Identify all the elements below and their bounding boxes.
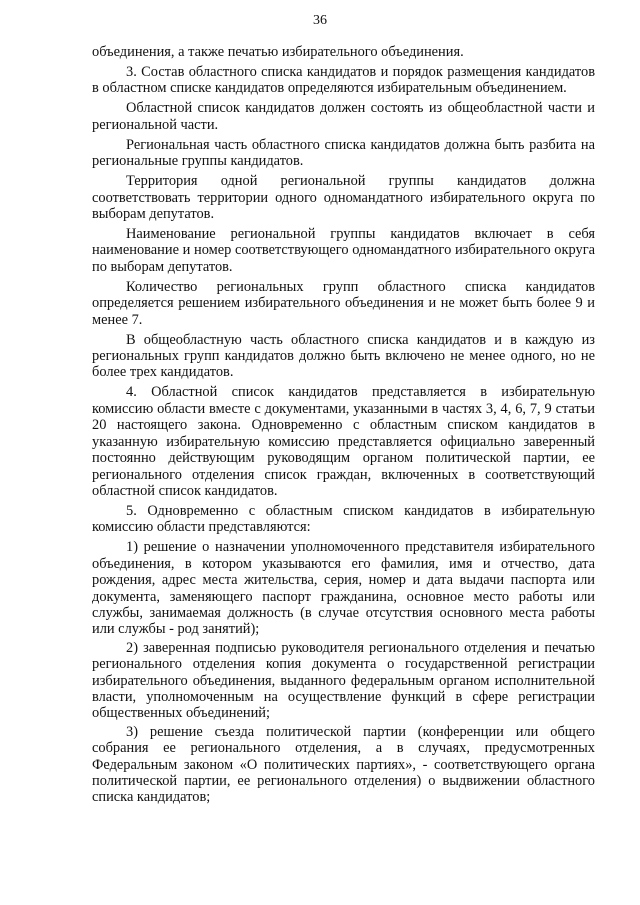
paragraph-clause-3: 3. Состав областного списка кандидатов и порядок размещения кандидатов в областном списке кандидатов определяются избирательным объединением.	[92, 64, 595, 97]
paragraph-list-composition: Областной список кандидатов должен состоять из общеобластной части и региональной части.	[92, 100, 595, 133]
list-item-2: 2) заверенная подписью руководителя регионального отделения и печатью регионального отделения копия документа о государственной регистрации избирательного объединения, выданного федеральным органом исполнительной власти, уполномоченным на осуществление функций в сфере регистрации общественных объединений;	[92, 639, 595, 722]
paragraph-clause-4: 4. Областной список кандидатов представляется в избирательную комиссию области вместе с документами, указанными в частях 3, 4, 6, 7, 9 статьи 20 настоящего закона. Одновременно с областным списком кандидатов в указанную избирательную комиссию представляется официально заверенный постоянно действующим руководящим органом политической партии, ее регионального отделения список граждан, включенных в соответствующий областной список кандидатов.	[92, 384, 595, 499]
paragraph-regional-part: Региональная часть областного списка кандидатов должна быть разбита на региональные группы кандидатов.	[92, 136, 595, 170]
list-item-1: 1) решение о назначении уполномоченного представителя избирательного объединения, в котором указываются его фамилия, имя и отчество, дата рождения, адрес места жительства, серия, номер и дата выдачи паспорта или документа, заменяющего паспорт гражданина, основное место работы или службы, занимаемая должность (в случае отсутствия основного места работы или службы - род занятий);	[92, 539, 595, 638]
paragraph-group-count: Количество региональных групп областного списка кандидатов определяется решением избирательного объединения и не может быть более 9 и менее 7.	[92, 278, 595, 328]
paragraph-candidates-per-group: В общеобластную часть областного списка кандидатов и в каждую из региональных групп кандидатов должно быть включено не менее одного, но не более трех кандидатов.	[92, 331, 595, 381]
list-item-3: 3) решение съезда политической партии (конференции или общего собрания ее регионального отделения, а в случаях, предусмотренных Федеральным законом «О политических партиях», - соответствующего органа политической партии, ее регионального отделения) о выдвижении областного списка кандидатов;	[92, 723, 595, 806]
paragraph-territory: Территория одной региональной группы кандидатов должна соответствовать территории одного одномандатного избирательного округа по выборам депутатов.	[92, 173, 595, 223]
paragraph-group-name: Наименование региональной группы кандидатов включает в себя наименование и номер соответствующего одномандатного избирательного округа по выборам депутатов.	[92, 226, 595, 275]
paragraph-clause-5: 5. Одновременно с областным списком кандидатов в избирательную комиссию области представляются:	[92, 502, 595, 536]
document-body	[92, 44, 595, 808]
page-number: 36	[313, 13, 327, 28]
paragraph-continuation: объединения, а также печатью избирательного объединения.	[92, 44, 464, 60]
